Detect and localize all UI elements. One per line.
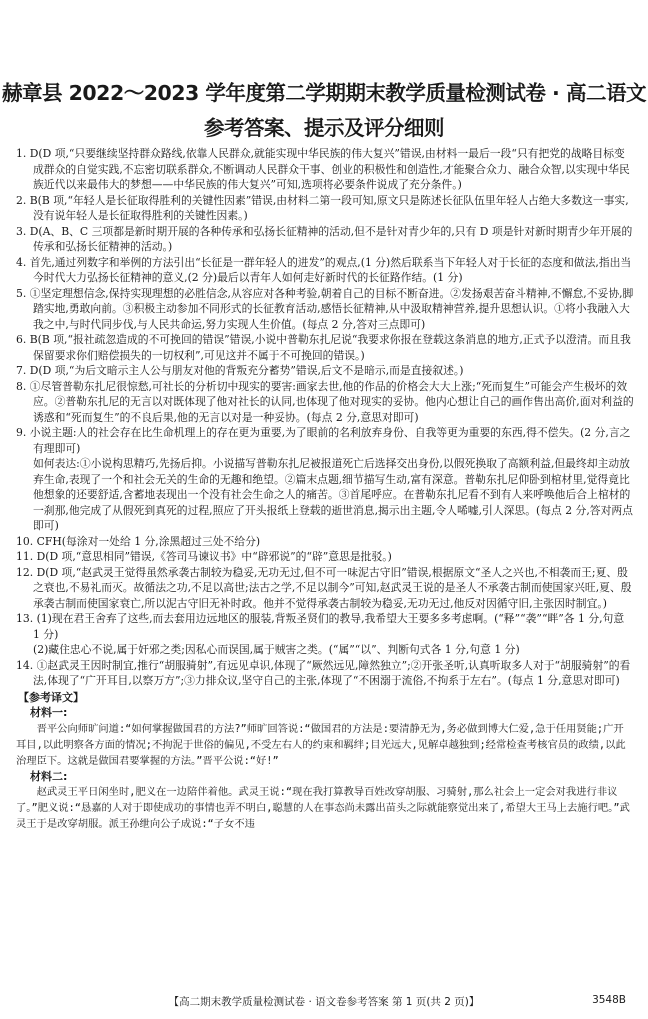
answer-item-9: 9. 小说主题:人的社会存在比生命机理上的存在更为重要,为了眼前的名利放弃身份、自我等更为重要的东西,得不偿失。(2 分,言之有理即可) xyxy=(16,426,631,455)
answer-item-3: 3. D(A、B、C 三项都是新时期开展的各种传承和弘扬长征精神的活动,但不是针对青少年的,只有 D 项是针对新时期青少年开展的传承和弘扬长征精神的活动。) xyxy=(16,224,633,253)
answer-item-9-methods: 如何表达:①小说构思精巧,先扬后抑。小说描写普勒东扎尼被报道死亡后选择交出身份,以假死换取了高额利益,但最终却主动放弃生命,表现了一个和社会无关的生命的无趣和绝望。②篇末点题,细节描写生动,富有深意。普勒东扎尼仰卧到棺材里,觉得竟比他想象的还要舒适,含蓄地表现出一个没有社会生命之人的痛苦。③首尾呼应。在普勒东扎尼看不到有人来呼唤他后合上棺材的一刹那,他完成了从假死到真死的过程,照应了开头报纸上登载的逝世消息,揭示出主题,令人唏嘘,引人深思。(每点 2 分,答对两点即可) xyxy=(33,457,633,532)
answer-item-1: 1. D(D 项,“只要继续坚持群众路线,依靠人民群众,就能实现中华民族的伟大复兴”错误,由材料一最后一段“只有把党的战略目标变成群众的自觉实践,不忘密切联系群众,不断调动人民群众干事、创业的积极性和创造性,才能聚合众力、融合众智,以实现中华民族近代以来最伟大的梦想——中华民族的伟大复兴”可知,选项将必要条件说成了充分条件。) xyxy=(16,147,630,191)
translation-heading: 【参考译文】 xyxy=(18,690,84,704)
answer-item-4: 4. 首先,通过列数字和举例的方法引出“长征是一群年轻人的进发”的观点,(1 分)然后联系当下年轻人对于长征的态度和做法,指出当今时代大力弘扬长征精神的意义,(2 分)最后以青年人如何走好新时代的长征路作结。(1 分) xyxy=(16,255,632,284)
page-footer xyxy=(0,994,648,1010)
answer-item-13-1: 13. (1)现在君王舍弃了这些,而去套用边远地区的服装,背叛圣贤们的教导,我希望大王要多多考虑啊。(“释”“袭”“畔”各 1 分,句意 1 分) xyxy=(16,612,625,641)
material2-label: 材料二: xyxy=(30,769,68,783)
answer-item-11: 11. D(D 项,“意思相同”错误,《答司马谏议书》中“辟邪说”的“辟”意思是批驳。) xyxy=(16,550,392,563)
answer-item-8: 8. ①尽管普勒东扎尼很惊愁,可社长的分析切中现实的要害:画家去世,他的作品的价格会大大上涨;“死而复生”可能会产生极坏的效应。②普勒东扎尼的无言以对既体现了他对社长的认同,也体现了他对现实的妥协。他内心想让自己的画作售出高价,面对利益的诱惑和“死而复生”的不良后果,他的无言以对是一种妥协。(每点 2 分,意思对即可) xyxy=(16,379,634,424)
footer-code: 3548B xyxy=(592,994,626,1006)
answer-item-14: 14. ①赵武灵王因时制宜,推行“胡服骑射”,有远见卓识,体现了“厥然远见,障然独立”;②开张圣听,认真听取多人对于“胡服骑射”的看法,体现了“广开耳目,以察万方”;③力排众议,坚守自己的主张,体现了“不困溺于流俗,不拘系于左右”。(每点 1 分,意思对即可) xyxy=(16,658,631,687)
material1-label: 材料一: xyxy=(30,706,68,719)
answer-item-2: 2. B(B 项,“年轻人是长征取得胜利的关键性因素”错误,由材料二第一段可知,原文只是陈述长征队伍里年轻人占绝大多数这一事实,没有说年轻人是长征取得胜利的关键性因素。) xyxy=(16,193,629,222)
answer-item-5: 5. ①坚定理想信念,保持实现理想的必胜信念,从容应对各种考验,朝着自己的目标不断奋进。②发扬艰苦奋斗精神,不懈怠,不妥协,脚踏实地,勇敢向前。③积极主动参加不同形式的长征教育活动,感悟长征精神,从中汲取精神营养,提升思想认识。①将小我融入大我之中,与时代同步伐,与人民共命运,努力实现人生价值。(每点 2 分,答对三点即可) xyxy=(16,286,634,331)
answer-item-13-2: (2)藏住忠心不说,属于奸邪之类;因私心而误国,属于贼害之类。(“属”“以”、判断句式各 1 分,句意 1 分) xyxy=(33,643,520,656)
answer-item-12: 12. D(D 项,“赵武灵王觉得虽然承袭古制较为稳妥,无功无过,但不可一味泥古守旧”错误,根据原文“圣人之兴也,不相袭而王;夏、殷之衰也,不易礼而灭。故循法之功,不足以高世;法古之学,不足以制今”可知,赵武灵王说的是圣人不承袭古制而使国家兴旺,夏、殷承袭古制而使国家衰亡,所以泥古守旧无补时政。他并不觉得承袭古制较为稳妥,无功无过,他反对因循守旧,主张因时制宜。) xyxy=(16,565,632,610)
document-subtitle: 参考答案、提示及评分细则 xyxy=(204,116,444,140)
material1-text: 晋平公向师旷问道:“如何掌握做国君的方法?”师旷回答说:“做国君的方法是:要清静无为,务必做到博大仁爱,急于任用贤能;广开耳目,以此明察各方面的情况;不拘泥于世俗的偏见,不受左右人的约束和羁绊;目光远大,见解卓越独到;经常检查考核官员的政绩,以此治理臣下。这就是做国君要掌握的方法。”晋平公说:“好!” xyxy=(16,722,626,767)
document-title: 赫章县 2022～2023 学年度第二学期期末教学质量检测试卷 · 高二语文 xyxy=(2,81,646,105)
answer-body xyxy=(16,146,634,832)
answer-item-7: 7. D(D 项,“为后文暗示主人公与朋友对他的背叛充分蓄势”错误,后文不是暗示,而是直接叙述。) xyxy=(16,364,464,377)
answer-item-10: 10. CFH(每涂对一处给 1 分,涂黑超过三处不给分) xyxy=(16,534,261,548)
answer-item-6: 6. B(B 项,“报社疏忽造成的不可挽回的错误”错误,小说中普勒东扎尼说“我要求你报在登载这条消息的地方,正式予以澄清。而且我保留要求你们赔偿损失的一切权利”,可见这并不属于不可挽回的错误。) xyxy=(16,333,631,362)
footer-page-info: 【高二期末教学质量检测试卷 · 语文卷参考答案 第 1 页(共 2 页)】 xyxy=(168,996,480,1008)
material2-text: 赵武灵王平日闲坐时,肥义在一边陪伴着他。武灵王说:“现在我打算教导百姓改穿胡服、习骑射,那么社会上一定会对我进行非议了。”肥义说:“恳嘉的人对于即使成功的事情也弄不明白,聪慧的人在事态尚未露出苗头之际就能察觉出来了,希望大王马上去施行吧。”武灵王于是改穿胡服。派王孙绁向公子成说:“子女不违 xyxy=(16,786,630,830)
